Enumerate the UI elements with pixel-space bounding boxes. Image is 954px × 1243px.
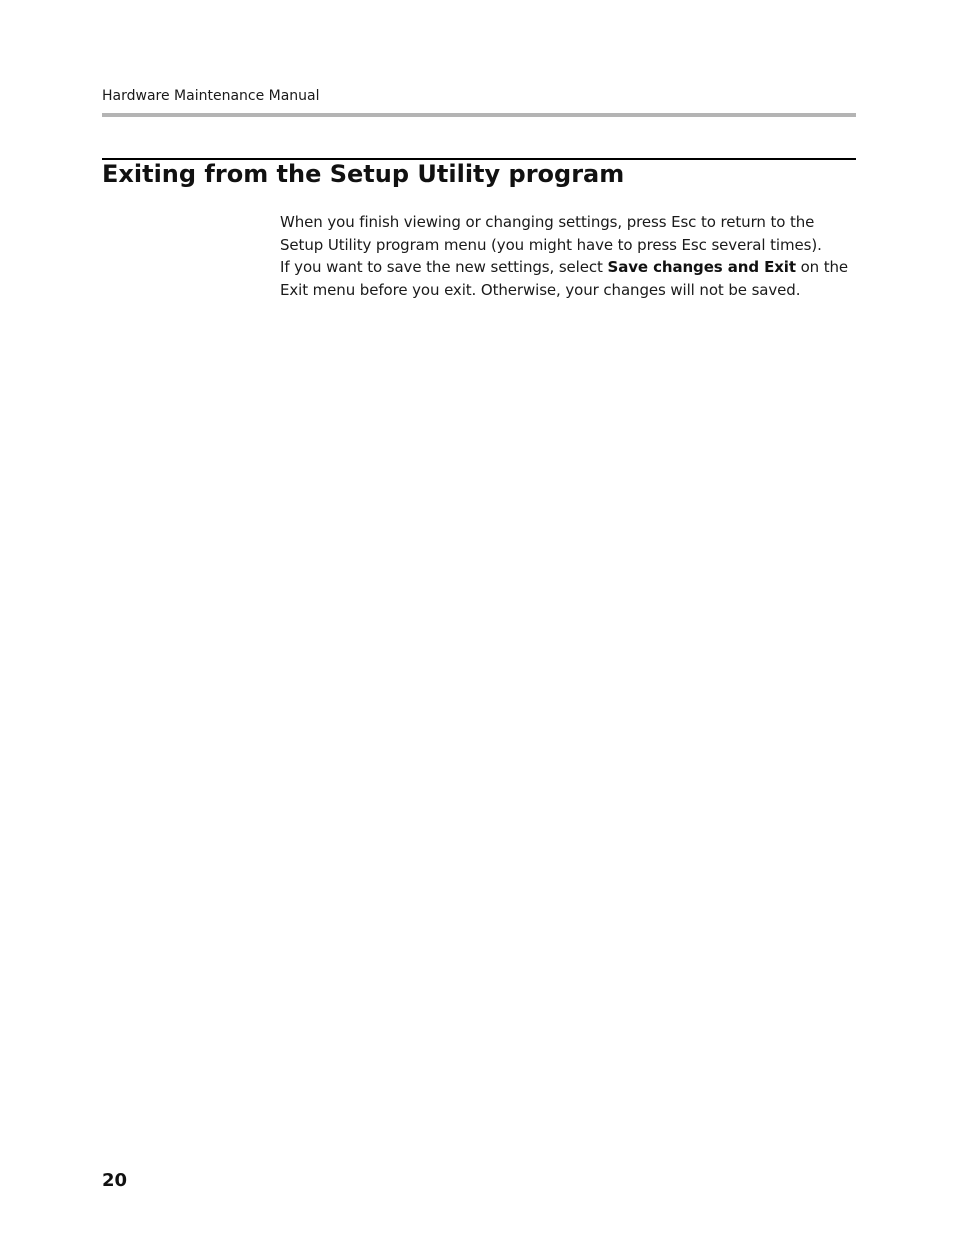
running-header: Hardware Maintenance Manual [102,88,320,104]
paragraph-line-1: When you finish viewing or changing settings, press Esc to return to the [280,213,815,231]
paragraph-line-3 [280,256,860,279]
section-title: Exiting from the Setup Utility program [102,160,625,188]
page-number: 20 [102,1170,128,1191]
paragraph-line-2: Setup Utility program menu (you might have to press Esc several times). [280,235,822,254]
paragraph-line-4: Exit menu before you exit. Otherwise, your changes will not be saved. [280,280,801,299]
save-changes-and-exit-emphasis: Save changes and Exit [607,258,796,276]
body-paragraph [280,211,860,301]
paragraph-line-3-end: on the [795,258,849,276]
paragraph-line-3-start: If you want to save the new settings, select [280,258,608,276]
header-divider [102,113,856,117]
